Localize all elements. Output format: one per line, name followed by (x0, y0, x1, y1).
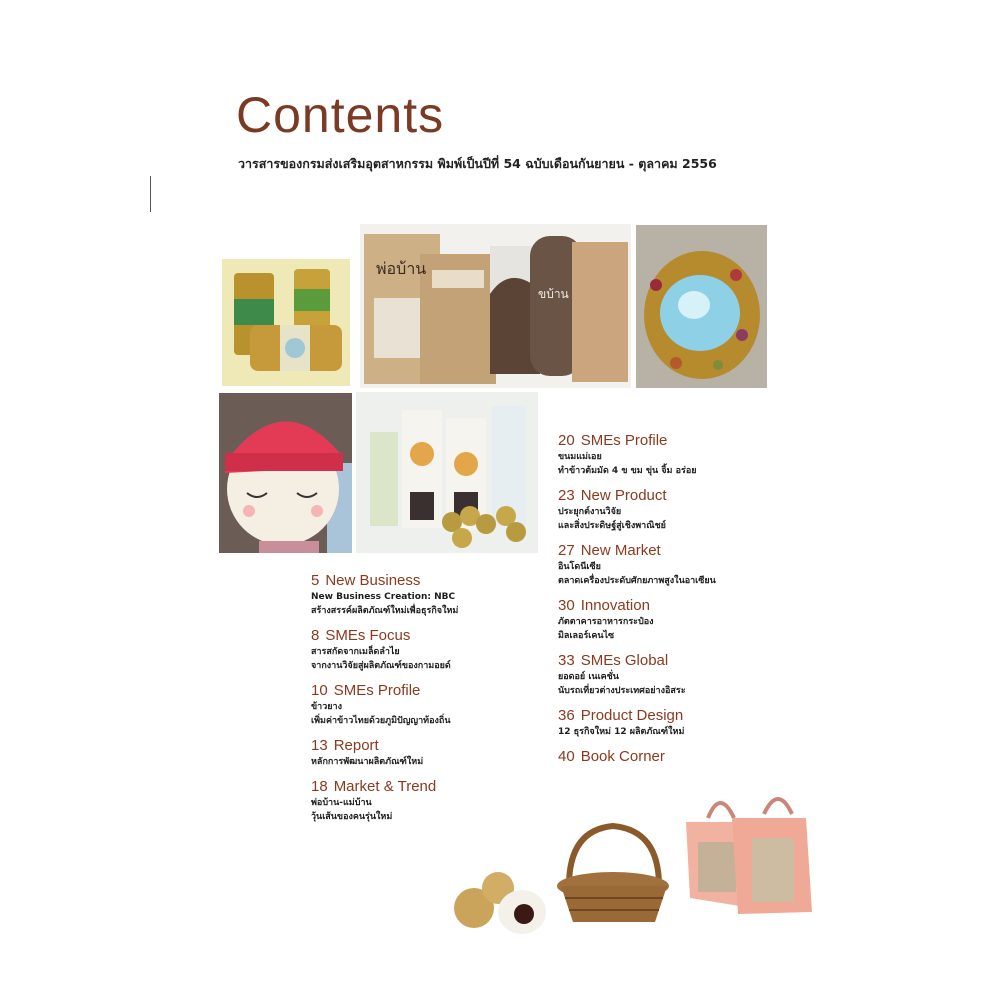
toc-page-number: 33 (558, 652, 575, 669)
toc-article-line: สร้างสรรค์ผลิตภัณฑ์ใหม่เพื่อธุรกิจใหม่ (311, 606, 459, 616)
photo-basket (555, 816, 673, 932)
toc-article-line: และสิ่งประดิษฐ์สู่เชิงพาณิชย์ (558, 521, 666, 531)
toc-left (311, 571, 551, 832)
toc-article-line: New Business Creation: NBC (311, 592, 456, 602)
toc-article-line: อินโดนีเซีย (558, 562, 601, 572)
toc-entry-heading[interactable] (558, 541, 798, 560)
toc-section-title: Innovation (580, 597, 650, 614)
photo-gem-ring (636, 225, 767, 388)
toc-entry-heading[interactable] (558, 651, 798, 670)
toc-page-number: 36 (558, 707, 575, 724)
toc-page-number: 5 (311, 572, 320, 589)
toc-entry[interactable] (558, 596, 798, 643)
toc-entry[interactable] (558, 651, 798, 698)
toc-entry-heading[interactable] (558, 486, 798, 505)
toc-section-title: SMEs Global (580, 652, 669, 669)
margin-mark (150, 176, 151, 212)
photo-bags (680, 788, 814, 918)
toc-section-title: SMEs Profile (333, 682, 421, 699)
toc-article-line: 12 ธุรกิจใหม่ 12 ผลิตภัณฑ์ใหม่ (558, 727, 685, 737)
toc-section-title: Report (333, 737, 379, 754)
toc-section-title: Book Corner (580, 748, 665, 765)
toc-article-line: ประยุกต์งานวิจัย (558, 507, 622, 517)
toc-page-number: 30 (558, 597, 575, 614)
toc-article-line: สารสกัดจากเมล็ดลำไย (311, 647, 400, 657)
toc-article-line: ขนมแม่เอย (558, 452, 602, 462)
toc-article-line: หลักการพัฒนาผลิตภัณฑ์ใหม่ (311, 757, 424, 767)
toc-entry-heading[interactable] (558, 747, 798, 766)
toc-section-title: New Market (580, 542, 661, 559)
toc-entry[interactable] (311, 681, 551, 728)
toc-article-line: ข้าวยาง (311, 702, 342, 712)
photo-packaging (360, 224, 631, 388)
packaging-brand-label-2: ขบ้าน (538, 287, 569, 301)
toc-entry[interactable] (558, 541, 798, 588)
toc-article-line: ทำข้าวต้มมัด 4 ข ขม ขุ่น จิ้ม อร่อย (558, 466, 697, 476)
toc-entry-heading[interactable] (558, 431, 798, 450)
toc-article-line: เพิ่มค่าข้าวไทยด้วยภูมิปัญญาท้องถิ่น (311, 716, 451, 726)
toc-article-line: ตลาดเครื่องประดับศักยภาพสูงในอาเซียน (558, 576, 716, 586)
toc-page-number: 27 (558, 542, 575, 559)
toc-page-number: 18 (311, 778, 328, 795)
toc-section-title: SMEs Focus (325, 627, 411, 644)
toc-entry-heading[interactable] (311, 736, 551, 755)
toc-entry[interactable] (311, 626, 551, 673)
toc-page-number: 40 (558, 748, 575, 765)
photo-longan-fruit (450, 868, 554, 940)
toc-article-line: ยอดอย์ เนเคชั่น (558, 672, 619, 682)
photo-longan-products (356, 392, 538, 553)
toc-article-line: จากงานวิจัยสู่ผลิตภัณฑ์ของกามอยด์ (311, 661, 451, 671)
toc-entry[interactable] (558, 747, 798, 766)
toc-article-line: พ่อบ้าน-แม่บ้าน (311, 798, 372, 808)
toc-entry-heading[interactable] (311, 681, 551, 700)
toc-entry-heading[interactable] (558, 596, 798, 615)
toc-entry[interactable] (311, 736, 551, 769)
photo-tea-cans (222, 259, 350, 386)
toc-section-title: New Business (325, 572, 421, 589)
toc-page-number: 20 (558, 432, 575, 449)
toc-entry[interactable] (311, 571, 551, 618)
toc-entry[interactable] (311, 777, 551, 824)
toc-entry[interactable] (558, 706, 798, 739)
toc-article-line: นับรถเที่ยวต่างประเทศอย่างอิสระ (558, 686, 686, 696)
packaging-brand-label: พ่อบ้าน (376, 259, 427, 278)
toc-right (558, 431, 798, 774)
toc-entry-heading[interactable] (311, 777, 551, 796)
toc-entry-heading[interactable] (558, 706, 798, 725)
toc-article-line: มิลเลอร์เคนไซ (558, 631, 615, 641)
toc-article-line: ภัตตาคารอาหารกระป๋อง (558, 617, 654, 627)
toc-page-number: 10 (311, 682, 328, 699)
photo-doll (219, 393, 352, 553)
page-title: Contents (236, 87, 445, 143)
toc-section-title: New Product (580, 487, 667, 504)
toc-page-number: 13 (311, 737, 328, 754)
page-subtitle: วารสารของกรมส่งเสริมอุตสาหกรรม พิมพ์เป็นปีที่ 54 ฉบับเดือนกันยายน - ตุลาคม 2556 (238, 156, 717, 171)
toc-entry-heading[interactable] (311, 626, 551, 645)
toc-entry-heading[interactable] (311, 571, 551, 590)
toc-page-number: 8 (311, 627, 320, 644)
toc-page-number: 23 (558, 487, 575, 504)
toc-section-title: SMEs Profile (580, 432, 668, 449)
toc-section-title: Product Design (580, 707, 684, 724)
toc-entry[interactable] (558, 431, 798, 478)
toc-section-title: Market & Trend (333, 778, 437, 795)
toc-article-line: วุ้นเส้นของคนรุ่นใหม่ (311, 812, 393, 822)
toc-entry[interactable] (558, 486, 798, 533)
